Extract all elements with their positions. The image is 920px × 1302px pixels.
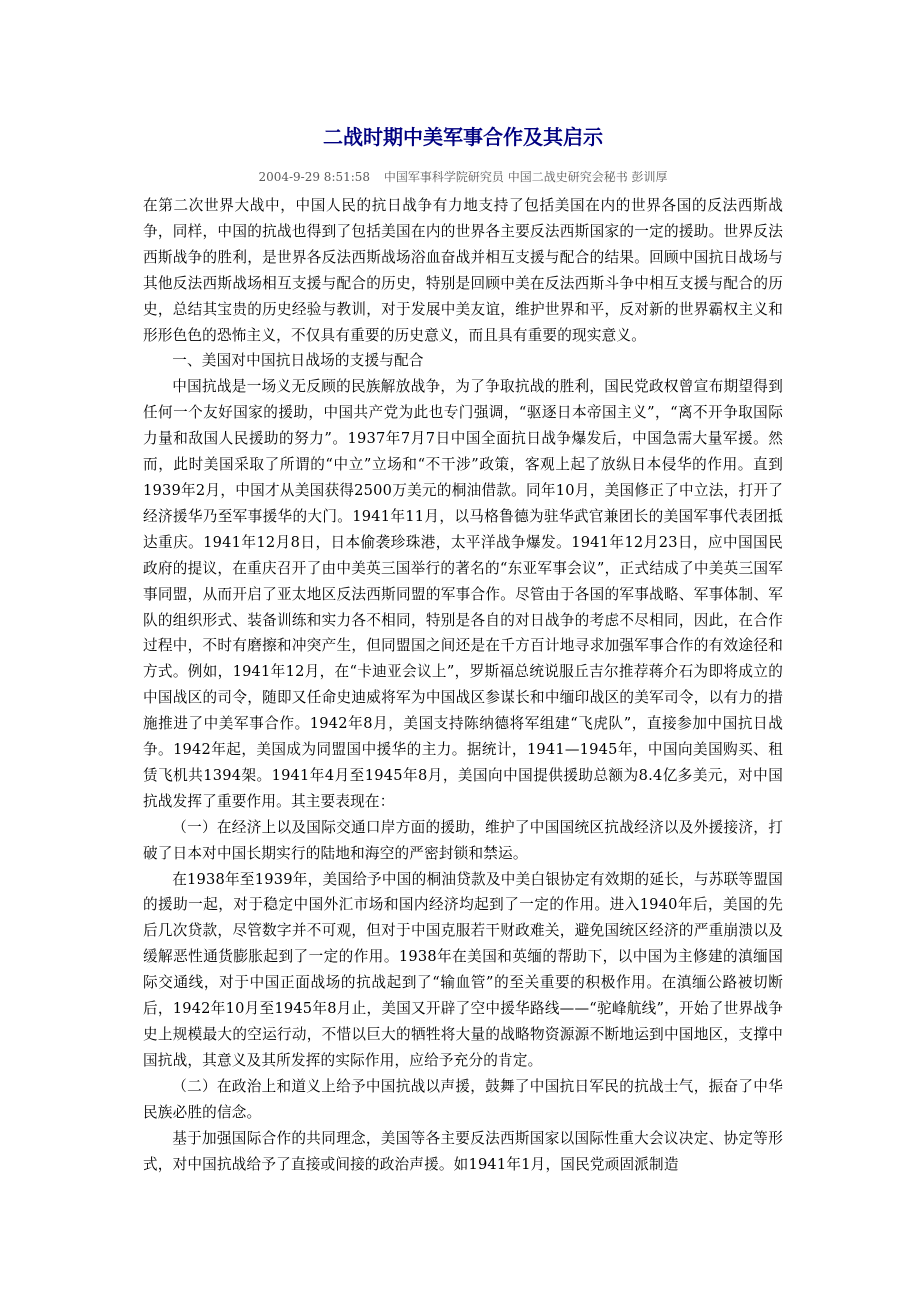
paragraph: 在1938年至1939年，美国给予中国的桐油贷款及中美白银协定有效期的延长，与苏联等盟国的援助一起，对于稳定中国外汇市场和国内经济均起到了一定的作用。进入1940年后，美国的先后几次贷款，尽管数字并不可观，但对于中国克服若干财政难关，避免国统区经济的严重崩溃以及缓解恶性通货膨胀起到了一定的作用。1938年在美国和英缅的帮助下，以中国为主修建的滇缅国际交通线，对于中国正面战场的抗战起到了“输血管”的至关重要的积极作用。在滇缅公路被切断后，1942年10月至1945年8月止，美国又开辟了空中援华路线——“驼峰航线”，开始了世界战争史上规模最大的空运行动，不惜以巨大的牺牲将大量的战略物资源源不断地运到中国地区，支撑中国抗战，其意义及其所发挥的实际作用，应给予充分的肯定。 (143, 870, 783, 1069)
article-meta (143, 168, 783, 185)
paragraph-intro: 在第二次世界大战中，中国人民的抗日战争有力地支持了包括美国在内的世界各国的反法西斯战争，同样，中国的抗战也得到了包括美国在内的世界各主要反法西斯国家的一定的援助。世界反法西斯战争的胜利，是世界各反法西斯战场浴血奋战并相互支援与配合的结果。回顾中国抗日战场与其他反法西斯战场相互支援与配合的历史，特别是回顾中美在反法西斯斗争中相互支援与配合的历史，总结其宝贵的历史经验与教训，对于发展中美友谊，维护世界和平，反对新的世界霸权主义和形形色色的恐怖主义，不仅具有重要的历史意义，而且具有重要的现实意义。 (143, 197, 783, 344)
paragraph: 中国抗战是一场义无反顾的民族解放战争，为了争取抗战的胜利，国民党政权曾宣布期望得到任何一个友好国家的援助，中国共产党为此也专门强调，“驱逐日本帝国主义”，“离不开争取国际力量和敌国人民援助的努力”。1937年7月7日中国全面抗日战争爆发后，中国急需大量军援。然而，此时美国采取了所谓的“中立”立场和“不干涉”政策，客观上起了放纵日本侵华的作用。直到1939年2月，中国才从美国获得2500万美元的桐油借款。同年10月，美国修正了中立法，打开了经济援华乃至军事援华的大门。1941年11月，以马格鲁德为驻华武官兼团长的美国军事代表团抵达重庆。1941年12月8日，日本偷袭珍珠港，太平洋战争爆发。1941年12月23日，应中国国民政府的提议，在重庆召开了由中美英三国举行的著名的“东亚军事会议”，正式结成了中美英三国军事同盟，从而开启了亚太地区反法西斯同盟的军事合作。尽管由于各国的军事战略、军事体制、军队的组织形式、装备训练和实力各不相同，特别是各自的对日战争的考虑不尽相同，因此，在合作过程中，不时有磨擦和冲突产生，但同盟国之间还是在千方百计地寻求加强军事合作的有效途径和方式。例如，1941年12月，在“卡迪亚会议上”，罗斯福总统说服丘吉尔推荐蒋介石为即将成立的中国战区的司令，随即又任命史迪威将军为中国战区参谋长和中缅印战区的美军司令，以有力的措施推进了中美军事合作。1942年8月，美国支持陈纳德将军组建“飞虎队”，直接参加中国抗日战争。1942年起，美国成为同盟国中援华的主力。据统计，1941—1945年，中国向美国购买、租赁飞机共1394架。1941年4月至1945年8月，美国向中国提供援助总额为8.4亿多美元，对中国抗战发挥了重要作用。其主要表现在： (143, 378, 783, 810)
subsection-heading: （二）在政治上和道义上给予中国抗战以声援，鼓舞了中国抗日军民的抗战士气，振奋了中华民族必胜的信念。 (143, 1077, 783, 1121)
article-author: 中国军事科学院研究员 中国二战史研究会秘书 彭训厚 (383, 170, 668, 184)
article-title: 二战时期中美军事合作及其启示 (323, 125, 603, 149)
section-heading: 一、美国对中国抗日战场的支援与配合 (172, 352, 424, 370)
article-body (143, 193, 783, 1177)
subsection-heading: （一）在经济上以及国际交通口岸方面的援助，维护了中国国统区抗战经济以及外援接济，打破了日本对中国长期实行的陆地和海空的严密封锁和禁运。 (143, 818, 783, 862)
paragraph: 基于加强国际合作的共同理念，美国等各主要反法西斯国家以国际性重大会议决定、协定等形式，对中国抗战给予了直接或间接的政治声援。如1941年1月，国民党顽固派制造 (143, 1129, 783, 1173)
article-date: 2004-9-29 8:51:58 (258, 170, 371, 184)
